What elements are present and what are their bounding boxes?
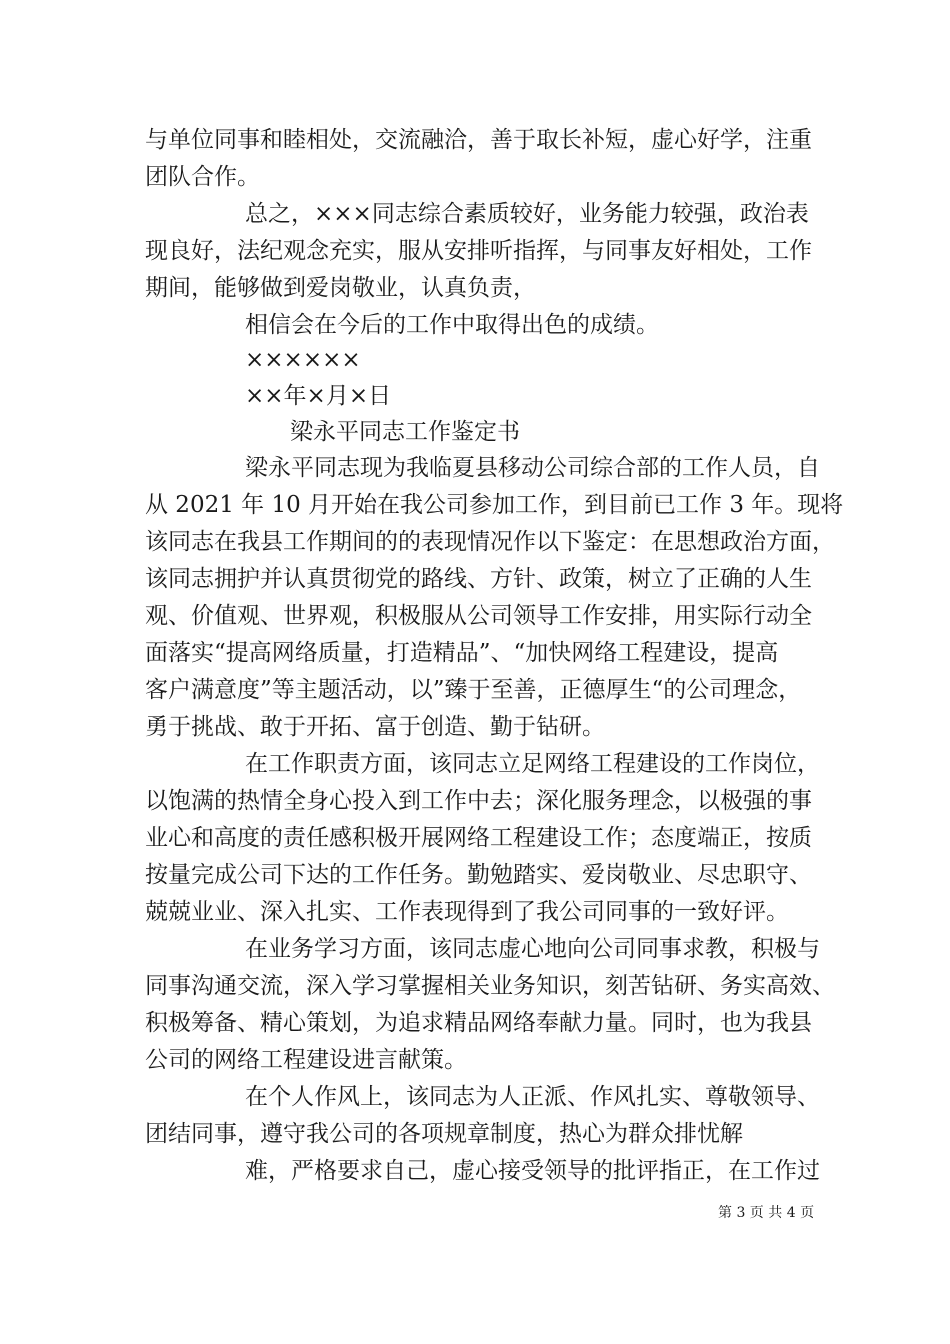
text-line: 面落实“提高网络质量，打造精品”、“加快网络工程建设，提高 bbox=[145, 640, 779, 666]
text-line: 勇于挑战、敢于开拓、富于创造、勤于钻研。 bbox=[145, 714, 605, 740]
text-line: 该同志在我县工作期间的的表现情况作以下鉴定：在思想政治方面， bbox=[145, 529, 835, 555]
text-line: 从 2021 年 10 月开始在我公司参加工作，到目前已工作 3 年。现将 bbox=[145, 492, 844, 518]
text-line: 团结同事，遵守我公司的各项规章制度，热心为群众排忧解 bbox=[145, 1121, 743, 1147]
text-line: 兢兢业业、深入扎实、工作表现得到了我公司同事的一致好评。 bbox=[145, 899, 789, 925]
text-line: 以饱满的热情全身心投入到工作中去；深化服务理念，以极强的事 bbox=[145, 788, 812, 814]
paragraph-start-line: 总之，×××同志综合素质较好，业务能力较强，政治表 bbox=[245, 201, 809, 227]
text-line: 难，严格要求自己，虚心接受领导的批评指正，在工作过 bbox=[245, 1158, 820, 1184]
text-line: 公司的网络工程建设进言献策。 bbox=[145, 1047, 467, 1073]
section-title: 梁永平同志工作鉴定书 bbox=[290, 419, 520, 445]
paragraph-start-line: 梁永平同志现为我临夏县移动公司综合部的工作人员，自 bbox=[245, 455, 820, 481]
text-line: 积极筹备、精心策划，为追求精品网络奉献力量。同时，也为我县 bbox=[145, 1010, 812, 1036]
paragraph-start-line: 相信会在今后的工作中取得出色的成绩。 bbox=[245, 312, 659, 338]
paragraph-start-line: 在工作职责方面，该同志立足网络工程建设的工作岗位， bbox=[245, 751, 820, 777]
text-line: 业心和高度的责任感积极开展网络工程建设工作；态度端正，按质 bbox=[145, 825, 812, 851]
text-line: 现良好，法纪观念充实，服从安排听指挥，与同事友好相处，工作 bbox=[145, 238, 812, 264]
page-number: 第 3 页 共 4 页 bbox=[718, 1205, 815, 1221]
text-line: 同事沟通交流，深入学习掌握相关业务知识，刻苦钻研、务实高效、 bbox=[145, 973, 835, 999]
text-line: 期间，能够做到爱岗敬业，认真负责， bbox=[145, 275, 536, 301]
text-line: 观、价值观、世界观，积极服从公司领导工作安排，用实际行动全 bbox=[145, 603, 812, 629]
text-line: 客户满意度”等主题活动，以”臻于至善，正德厚生“的公司理念， bbox=[145, 677, 802, 703]
text-line: 团队合作。 bbox=[145, 164, 260, 190]
text-line: 该同志拥护并认真贯彻党的路线、方针、政策，树立了正确的人生 bbox=[145, 566, 812, 592]
signature-line: ×××××× bbox=[245, 347, 361, 373]
text-line: 按量完成公司下达的工作任务。勤勉踏实、爱岗敬业、尽忠职守、 bbox=[145, 862, 812, 888]
paragraph-start-line: 在业务学习方面，该同志虚心地向公司同事求教，积极与 bbox=[245, 936, 820, 962]
date-line: ××年×月×日 bbox=[245, 383, 392, 409]
text-line: 与单位同事和睦相处，交流融洽，善于取长补短，虚心好学，注重 bbox=[145, 127, 812, 153]
paragraph-start-line: 在个人作风上，该同志为人正派、作风扎实、尊敬领导、 bbox=[245, 1084, 820, 1110]
